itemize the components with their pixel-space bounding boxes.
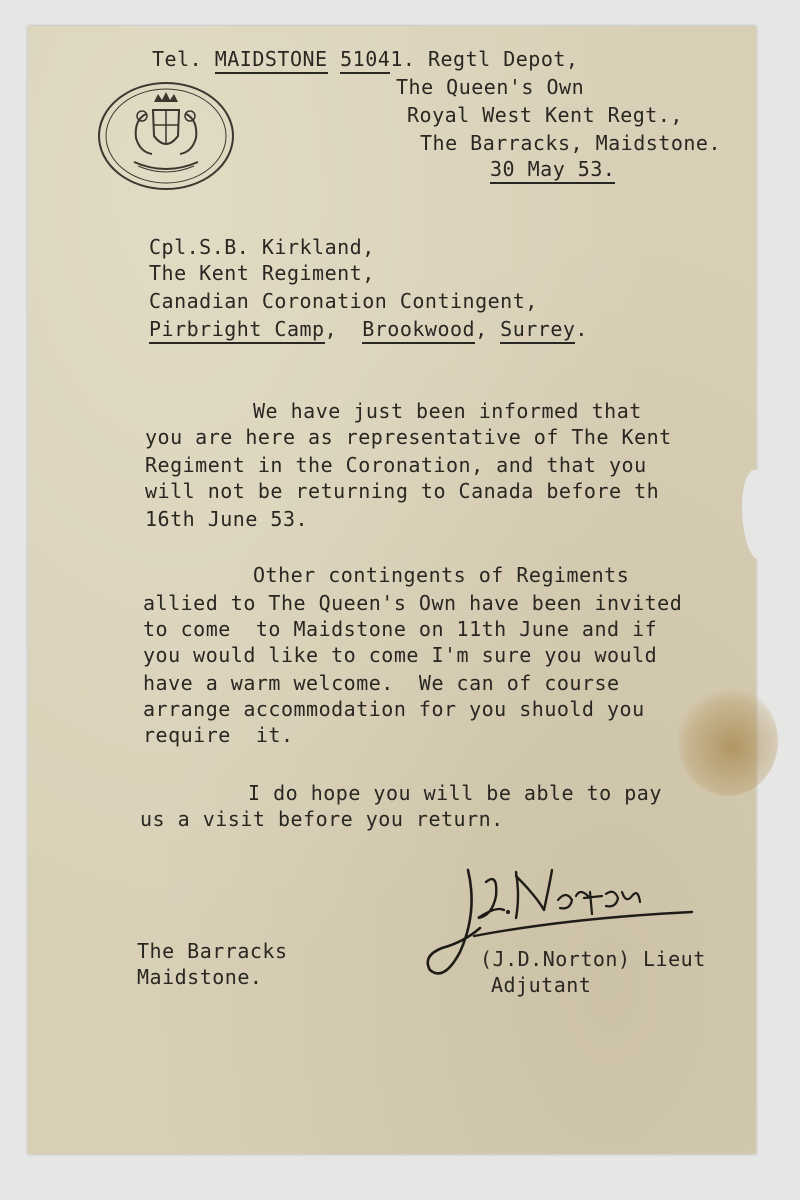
tel-suffix: 1. xyxy=(390,47,416,71)
body-p2-line1: Other contingents of Regiments xyxy=(253,563,630,587)
recipient-name: Cpl.S.B. Kirkland, xyxy=(149,235,375,259)
letter-date xyxy=(490,156,615,182)
body-p1-line5: 16th June 53. xyxy=(145,507,309,531)
body-p2-line5: have a warm welcome. We can of course xyxy=(143,671,620,695)
recipient-regiment: The Kent Regiment, xyxy=(149,261,375,285)
telephone-line xyxy=(152,46,578,72)
place-line2: Maidstone. xyxy=(137,965,263,989)
body-p1-line3: Regiment in the Coronation, and that you xyxy=(145,453,647,477)
stain xyxy=(678,686,778,796)
depot: Regtl Depot, xyxy=(427,47,579,71)
body-p1-line4: will not be returning to Canada before th xyxy=(145,479,660,503)
body-p2-line6: arrange accommodation for you shuold you xyxy=(143,697,645,721)
body-p3-line1: I do hope you will be able to pay xyxy=(248,781,662,805)
tel-number: 5104 xyxy=(340,47,390,74)
town-name: Brookwood xyxy=(362,317,475,344)
body-p1-line2: you are here as representative of The Kent xyxy=(145,425,672,449)
signatory-name-rank: (J.D.Norton) Lieut xyxy=(480,947,706,971)
recipient-contingent: Canadian Coronation Contingent, xyxy=(149,289,538,313)
body-p2-line4: you would like to come I'm sure you would xyxy=(143,643,658,667)
body-p2-line3: to come to Maidstone on 11th June and if xyxy=(143,617,658,641)
sender-address: The Barracks, Maidstone. xyxy=(420,131,721,155)
body-p3-line2: us a visit before you return. xyxy=(140,807,504,831)
royal-crest-stamp xyxy=(96,80,236,192)
signatory-title: Adjutant xyxy=(491,973,592,997)
camp-name: Pirbright Camp xyxy=(149,317,325,344)
recipient-location: Pirbright Camp, Brookwood, Surrey. xyxy=(149,316,588,342)
county-name: Surrey xyxy=(500,317,575,344)
regiment-line2: Royal West Kent Regt., xyxy=(407,103,683,127)
body-p2-line7: require it. xyxy=(143,723,294,747)
date-text: 30 May 53. xyxy=(490,157,615,184)
tel-prefix: Tel. xyxy=(152,47,203,71)
body-p2-line2: allied to The Queen's Own have been invited xyxy=(143,591,683,615)
tel-exchange: MAIDSTONE xyxy=(215,47,328,74)
body-p1-line1: We have just been informed that xyxy=(253,399,642,423)
regiment-line1: The Queen's Own xyxy=(396,75,585,99)
place-line1: The Barracks xyxy=(137,939,288,963)
